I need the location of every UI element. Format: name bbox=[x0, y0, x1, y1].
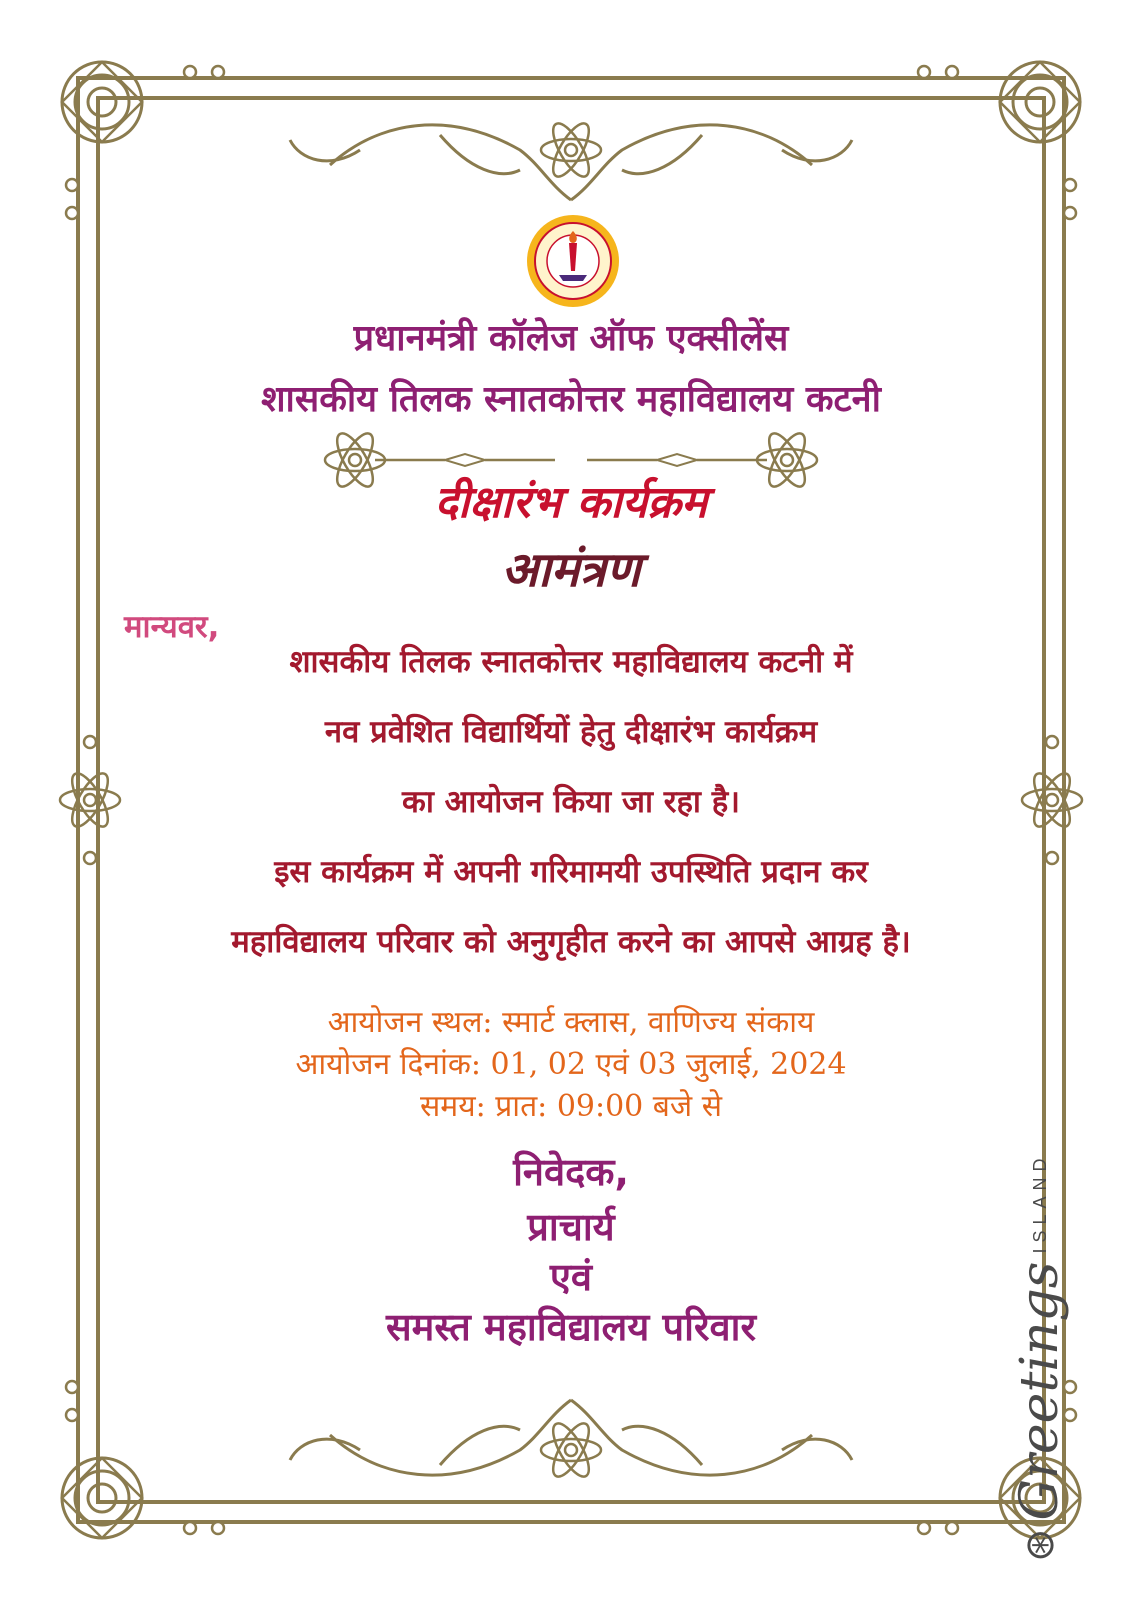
program-title: दीक्षारंभ कार्यक्रम bbox=[434, 477, 708, 528]
event-venue: आयोजन स्थल: स्मार्ट क्लास, वाणिज्य संकाय bbox=[327, 1005, 815, 1040]
body-line: महाविद्यालय परिवार को अनुगृहीत करने का आपसे आग्रह है। bbox=[231, 924, 911, 960]
signature-line-4: समस्त महाविद्यालय परिवार bbox=[385, 1305, 757, 1349]
salutation: मान्यवर, bbox=[124, 609, 220, 645]
body-line: शासकीय तिलक स्नातकोत्तर महाविद्यालय कटनी में bbox=[289, 644, 853, 680]
watermark-script: Greetings bbox=[1010, 1261, 1070, 1521]
event-date: आयोजन दिनांक: 01, 02 एवं 03 जुलाई, 2024 bbox=[295, 1047, 847, 1082]
college-name-line-1: प्रधानमंत्री कॉलेज ऑफ एक्सीलेंस bbox=[353, 318, 789, 359]
greetings-island-watermark bbox=[1010, 1153, 1070, 1562]
watermark-sub: ISLAND bbox=[1029, 1152, 1050, 1254]
watermark-logo-icon: ⊛ bbox=[1017, 1528, 1063, 1562]
signature-line-2: प्राचार्य bbox=[527, 1205, 615, 1249]
signature-line-1: निवेदक, bbox=[513, 1150, 629, 1194]
college-seal-logo bbox=[525, 213, 621, 309]
body-line: नव प्रवेशित विद्यार्थियों हेतु दीक्षारंभ कार्यक्रम bbox=[324, 714, 818, 750]
signature-line-3: एवं bbox=[549, 1255, 593, 1299]
event-time: समय: प्रात: 09:00 बजे से bbox=[419, 1089, 723, 1124]
body-line: इस कार्यक्रम में अपनी गरिमामयी उपस्थिति प्रदान कर bbox=[274, 854, 868, 890]
body-line: का आयोजन किया जा रहा है। bbox=[402, 784, 740, 820]
invitation-title: आमंत्रण bbox=[501, 542, 641, 598]
college-name-line-2: शासकीय तिलक स्नातकोत्तर महाविद्यालय कटनी bbox=[261, 379, 881, 420]
college-seal-torch-icon bbox=[525, 213, 621, 309]
